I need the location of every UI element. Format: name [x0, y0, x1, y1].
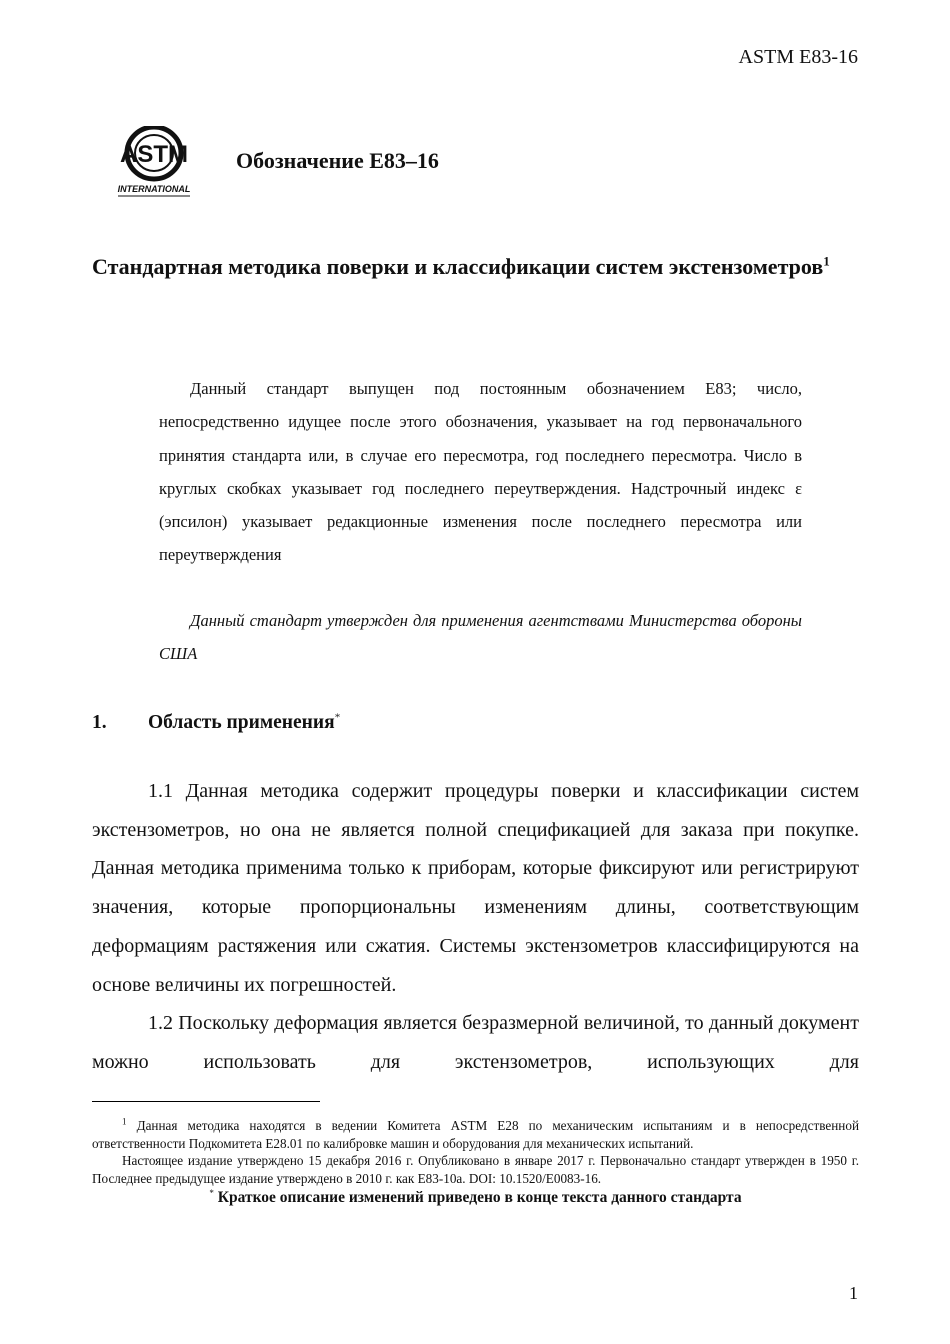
- footnote-1-text: Данная методика находятся в ведении Комитета ASTM E28 по механическим испытаниям и в непосредственной ответственности Подкомитета E28.01 по калибровке машин и оборудования для механических испытаний.: [92, 1118, 860, 1151]
- footnote-1-mark: 1: [122, 1116, 127, 1127]
- astm-logo-icon: [112, 126, 198, 198]
- title-footnote-ref: 1: [823, 253, 830, 269]
- section-change-mark: *: [334, 711, 341, 724]
- document-title-text: Стандартная методика поверки и классификации систем экстензометров: [92, 254, 824, 279]
- section-title: Область применения: [148, 712, 335, 733]
- logo-mark-text: ASTM: [120, 141, 188, 168]
- footnote-1-edition: Настоящее издание утверждено 15 декабря 2016 г. Опубликовано в январе 2017 г. Первоначально стандарт утвержден в 1950 г. Последнее предыдущее издание утверждено в 2010 г. как E83-10a. DOI: 10.1520/E0083-16.: [92, 1153, 859, 1186]
- footnote-star-mark: *: [209, 1187, 214, 1198]
- footnote-separator: [92, 1101, 320, 1102]
- section-number: 1.: [92, 712, 107, 733]
- paragraph-1-1: 1.1 Данная методика содержит процедуры поверки и классификации систем экстензометров, но она не является полной спецификацией для заказа при покупке. Данная методика применима только к приборам, которые фиксируют или регистрируют значения, которые пропорциональны изменениям длины, соответствующим деформациям растяжения или сжатия. Системы экстензометров классифицируются на основе величины их погрешностей.: [92, 780, 859, 996]
- dod-approval-notice: Данный стандарт утвержден для применения агентствами Министерства обороны США: [159, 611, 802, 663]
- designation-heading: Обозначение E83–16: [236, 148, 439, 173]
- astm-logo: [112, 126, 198, 198]
- document-title: [92, 246, 832, 288]
- designation-notice: Данный стандарт выпущен под постоянным обозначением E83; число, непосредственно идущее после этого обозначения, указывает на год первоначального принятия стандарта или, в случае его пересмотра, год последнего пересмотра. Число в круглых скобках указывает год последнего переутверждения. Надстрочный индекс ε (эпсилон) указывает редакционные изменения после последнего пересмотра или переутверждения: [159, 379, 802, 565]
- footnote-1: [92, 1117, 859, 1152]
- page-number: 1: [849, 1283, 858, 1303]
- standard-code-header: ASTM E83-16: [738, 46, 858, 68]
- paragraph-1-2: 1.2 Поскольку деформация является безразмерной величиной, то данный документ можно использовать для экстензометров, использующих для: [92, 1012, 859, 1073]
- footnote-star: [92, 1189, 859, 1207]
- footnote-star-text: Краткое описание изменений приведено в конце текста данного стандарта: [217, 1189, 742, 1206]
- section-1-body: [92, 772, 859, 1082]
- footnotes: [92, 1117, 859, 1207]
- section-1-heading: [92, 712, 340, 734]
- logo-international-text: INTERNATIONAL: [117, 184, 191, 194]
